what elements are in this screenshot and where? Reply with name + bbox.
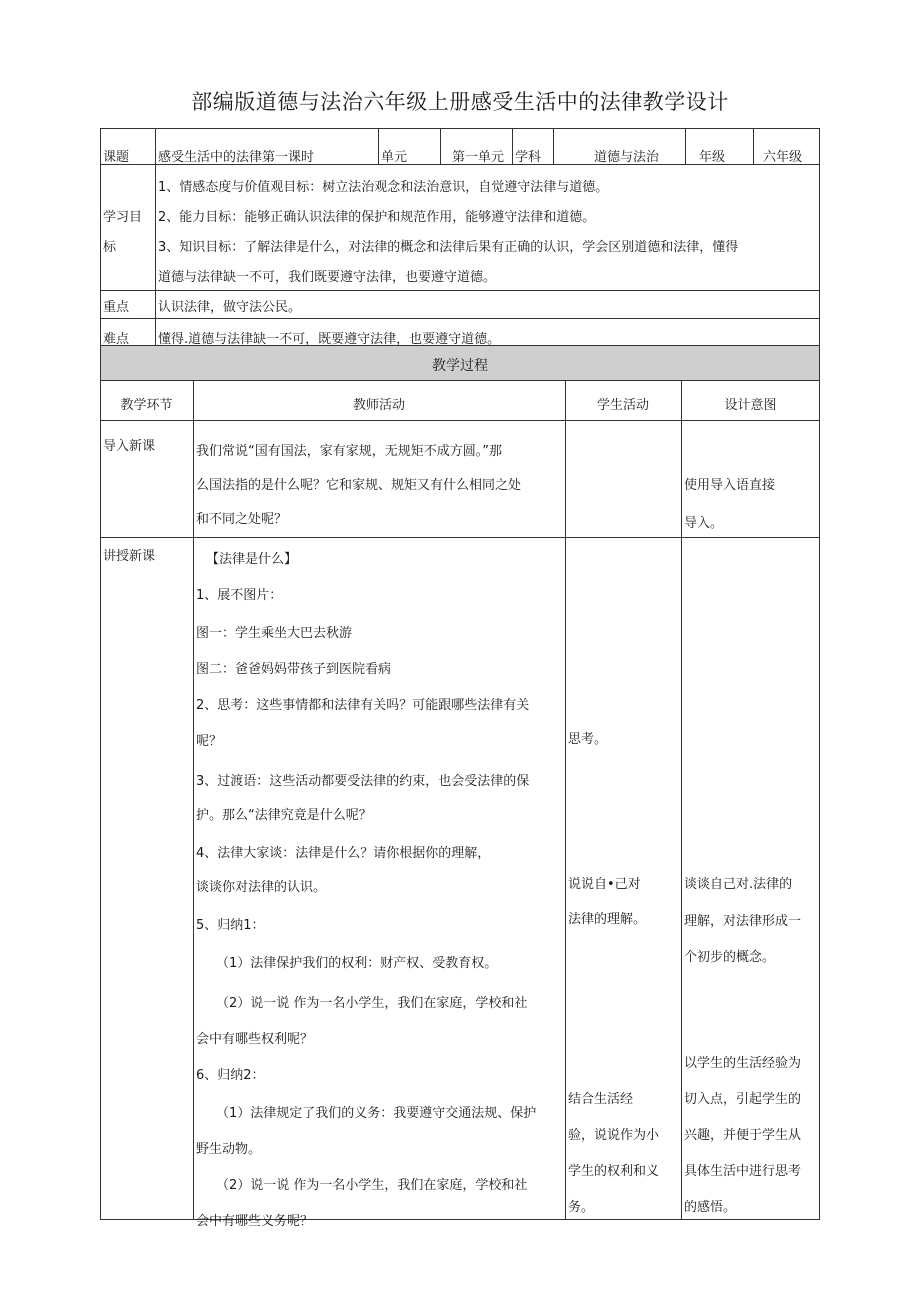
col-divider: [512, 128, 513, 164]
col-divider: [553, 128, 554, 164]
course-label: 课题: [103, 150, 130, 165]
intro-teacher-line: 么国法指的是什么呢？它和家规、规矩又有什么相同之处: [196, 478, 522, 493]
intro-teacher-line: 我们常说“国有国法，家有家规，无规矩不成方圆。”那: [196, 444, 502, 459]
col-header-stage: 教学环节: [120, 398, 173, 413]
teacher-line: （1）法律规定了我们的义务：我要遵守交通法规、保护: [216, 1106, 537, 1121]
student-activity: 学生的权利和义: [568, 1164, 660, 1179]
student-activity: 务。: [568, 1200, 595, 1215]
difficulty-value: 懂得.道德与法律缺一不可，既要遵守法律，也要遵守道德。: [158, 332, 501, 347]
row-divider: [100, 537, 820, 538]
process-band-title: 教学过程: [432, 358, 488, 374]
design-intent: 兴趣，并便于学生从: [684, 1128, 802, 1143]
teacher-line: 图二：爸爸妈妈带孩子到医院看病: [196, 662, 392, 677]
teacher-line: 5、归纳1：: [196, 918, 265, 933]
col-divider: [685, 128, 686, 164]
teacher-line: 图一：学生乘坐大巴去秋游: [196, 626, 353, 641]
row-divider: [100, 290, 820, 291]
intro-teacher-line: 和不同之处呢？: [196, 512, 288, 527]
difficulty-label: 难点: [103, 332, 130, 347]
teacher-line: 谈谈你对法律的认识。: [196, 880, 327, 895]
unit-label: 单元: [381, 150, 408, 165]
col-divider: [565, 381, 566, 1219]
objectives-label: 学习目: [103, 210, 143, 225]
teacher-line: 呢？: [196, 734, 223, 749]
subject-value: 道德与法治: [594, 150, 660, 165]
design-intent: 理解，对法律形成一: [684, 914, 802, 929]
col-divider: [378, 128, 379, 164]
teacher-line: 野生动物。: [196, 1142, 262, 1157]
objective-item: 3、知识目标：了解法律是什么，对法律的概念和法律后果有正确的认识，学会区别道德和法律，懂得: [158, 240, 739, 255]
teacher-line: 护。那么“法律究竟是什么呢？: [196, 808, 372, 823]
row-divider: [100, 420, 820, 421]
col-divider: [753, 128, 754, 164]
teacher-line: 【法律是什么】: [206, 552, 298, 567]
objective-item: 道德与法律缺一不可，我们既要遵守法律，也要遵守道德。: [158, 270, 497, 285]
intro-intent-line: 使用导入语直接: [684, 478, 776, 493]
student-activity: 结合生活经: [568, 1092, 634, 1107]
grade-label: 年级: [699, 150, 726, 165]
design-intent: 的感悟。: [684, 1200, 737, 1215]
design-intent: 切入点，引起学生的: [684, 1092, 802, 1107]
student-activity: 思考。: [568, 732, 608, 747]
design-intent: 具体生活中进行思考: [684, 1164, 802, 1179]
design-intent: 谈谈自己对.法律的: [684, 877, 793, 892]
intro-intent-line: 导入。: [684, 516, 724, 531]
teacher-line: 会中有哪些权利呢？: [196, 1032, 314, 1047]
objective-item: 1、情感态度与价值观目标：树立法治观念和法治意识，自觉遵守法律与道德。: [158, 180, 609, 195]
intro-stage: 导入新课: [103, 439, 156, 454]
col-header-intent: 设计意图: [724, 398, 777, 413]
new-lesson-stage: 讲授新课: [103, 549, 156, 564]
teacher-line: 4、法律大家谈：法律是什么？请你根据你的理解，: [196, 846, 491, 861]
row-divider: [100, 318, 820, 319]
document-title: 部编版道德与法治六年级上册感受生活中的法律教学设计: [191, 90, 729, 114]
design-intent: 以学生的生活经验为: [684, 1056, 802, 1071]
teacher-line: 3、过渡语：这些活动都要受法律的约束，也会受法律的保: [196, 774, 530, 789]
student-activity: 说说自•己对: [568, 877, 641, 892]
col-divider: [681, 381, 682, 1219]
teacher-line: （2）说一说 作为一名小学生，我们在家庭，学校和社: [216, 996, 528, 1011]
teacher-line: 会中有哪些义务呢？: [196, 1214, 314, 1229]
col-header-student: 学生活动: [596, 398, 649, 413]
unit-value: 第一单元: [452, 150, 505, 165]
col-divider: [440, 128, 441, 164]
key-point-value: 认识法律，做守法公民。: [158, 300, 302, 315]
student-activity: 法律的理解。: [568, 912, 647, 927]
col-header-teacher: 教师活动: [352, 398, 405, 413]
grade-value: 六年级: [763, 150, 803, 165]
objective-item: 2、能力目标：能够正确认识法律的保护和规范作用，能够遵守法律和道德。: [158, 210, 596, 225]
teacher-line: （2）说一说 作为一名小学生，我们在家庭，学校和社: [216, 1178, 528, 1193]
teacher-line: 2、思考：这些事情都和法律有关吗？可能跟哪些法律有关: [196, 698, 530, 713]
key-point-label: 重点: [103, 300, 130, 315]
teacher-line: （1）法律保护我们的权利：财产权、受教育权。: [216, 956, 498, 971]
objectives-label: 标: [103, 240, 117, 255]
teacher-line: 1、展不图片：: [196, 588, 283, 603]
teacher-line: 6、归纳2：: [196, 1068, 265, 1083]
student-activity: 验，说说作为小: [568, 1128, 660, 1143]
design-intent: 个初步的概念。: [684, 950, 776, 965]
col-divider: [155, 128, 156, 345]
course-value: 感受生活中的法律第一课时: [158, 150, 315, 165]
new-lesson-teacher-cell: [194, 540, 564, 1229]
subject-label: 学科: [515, 150, 542, 165]
